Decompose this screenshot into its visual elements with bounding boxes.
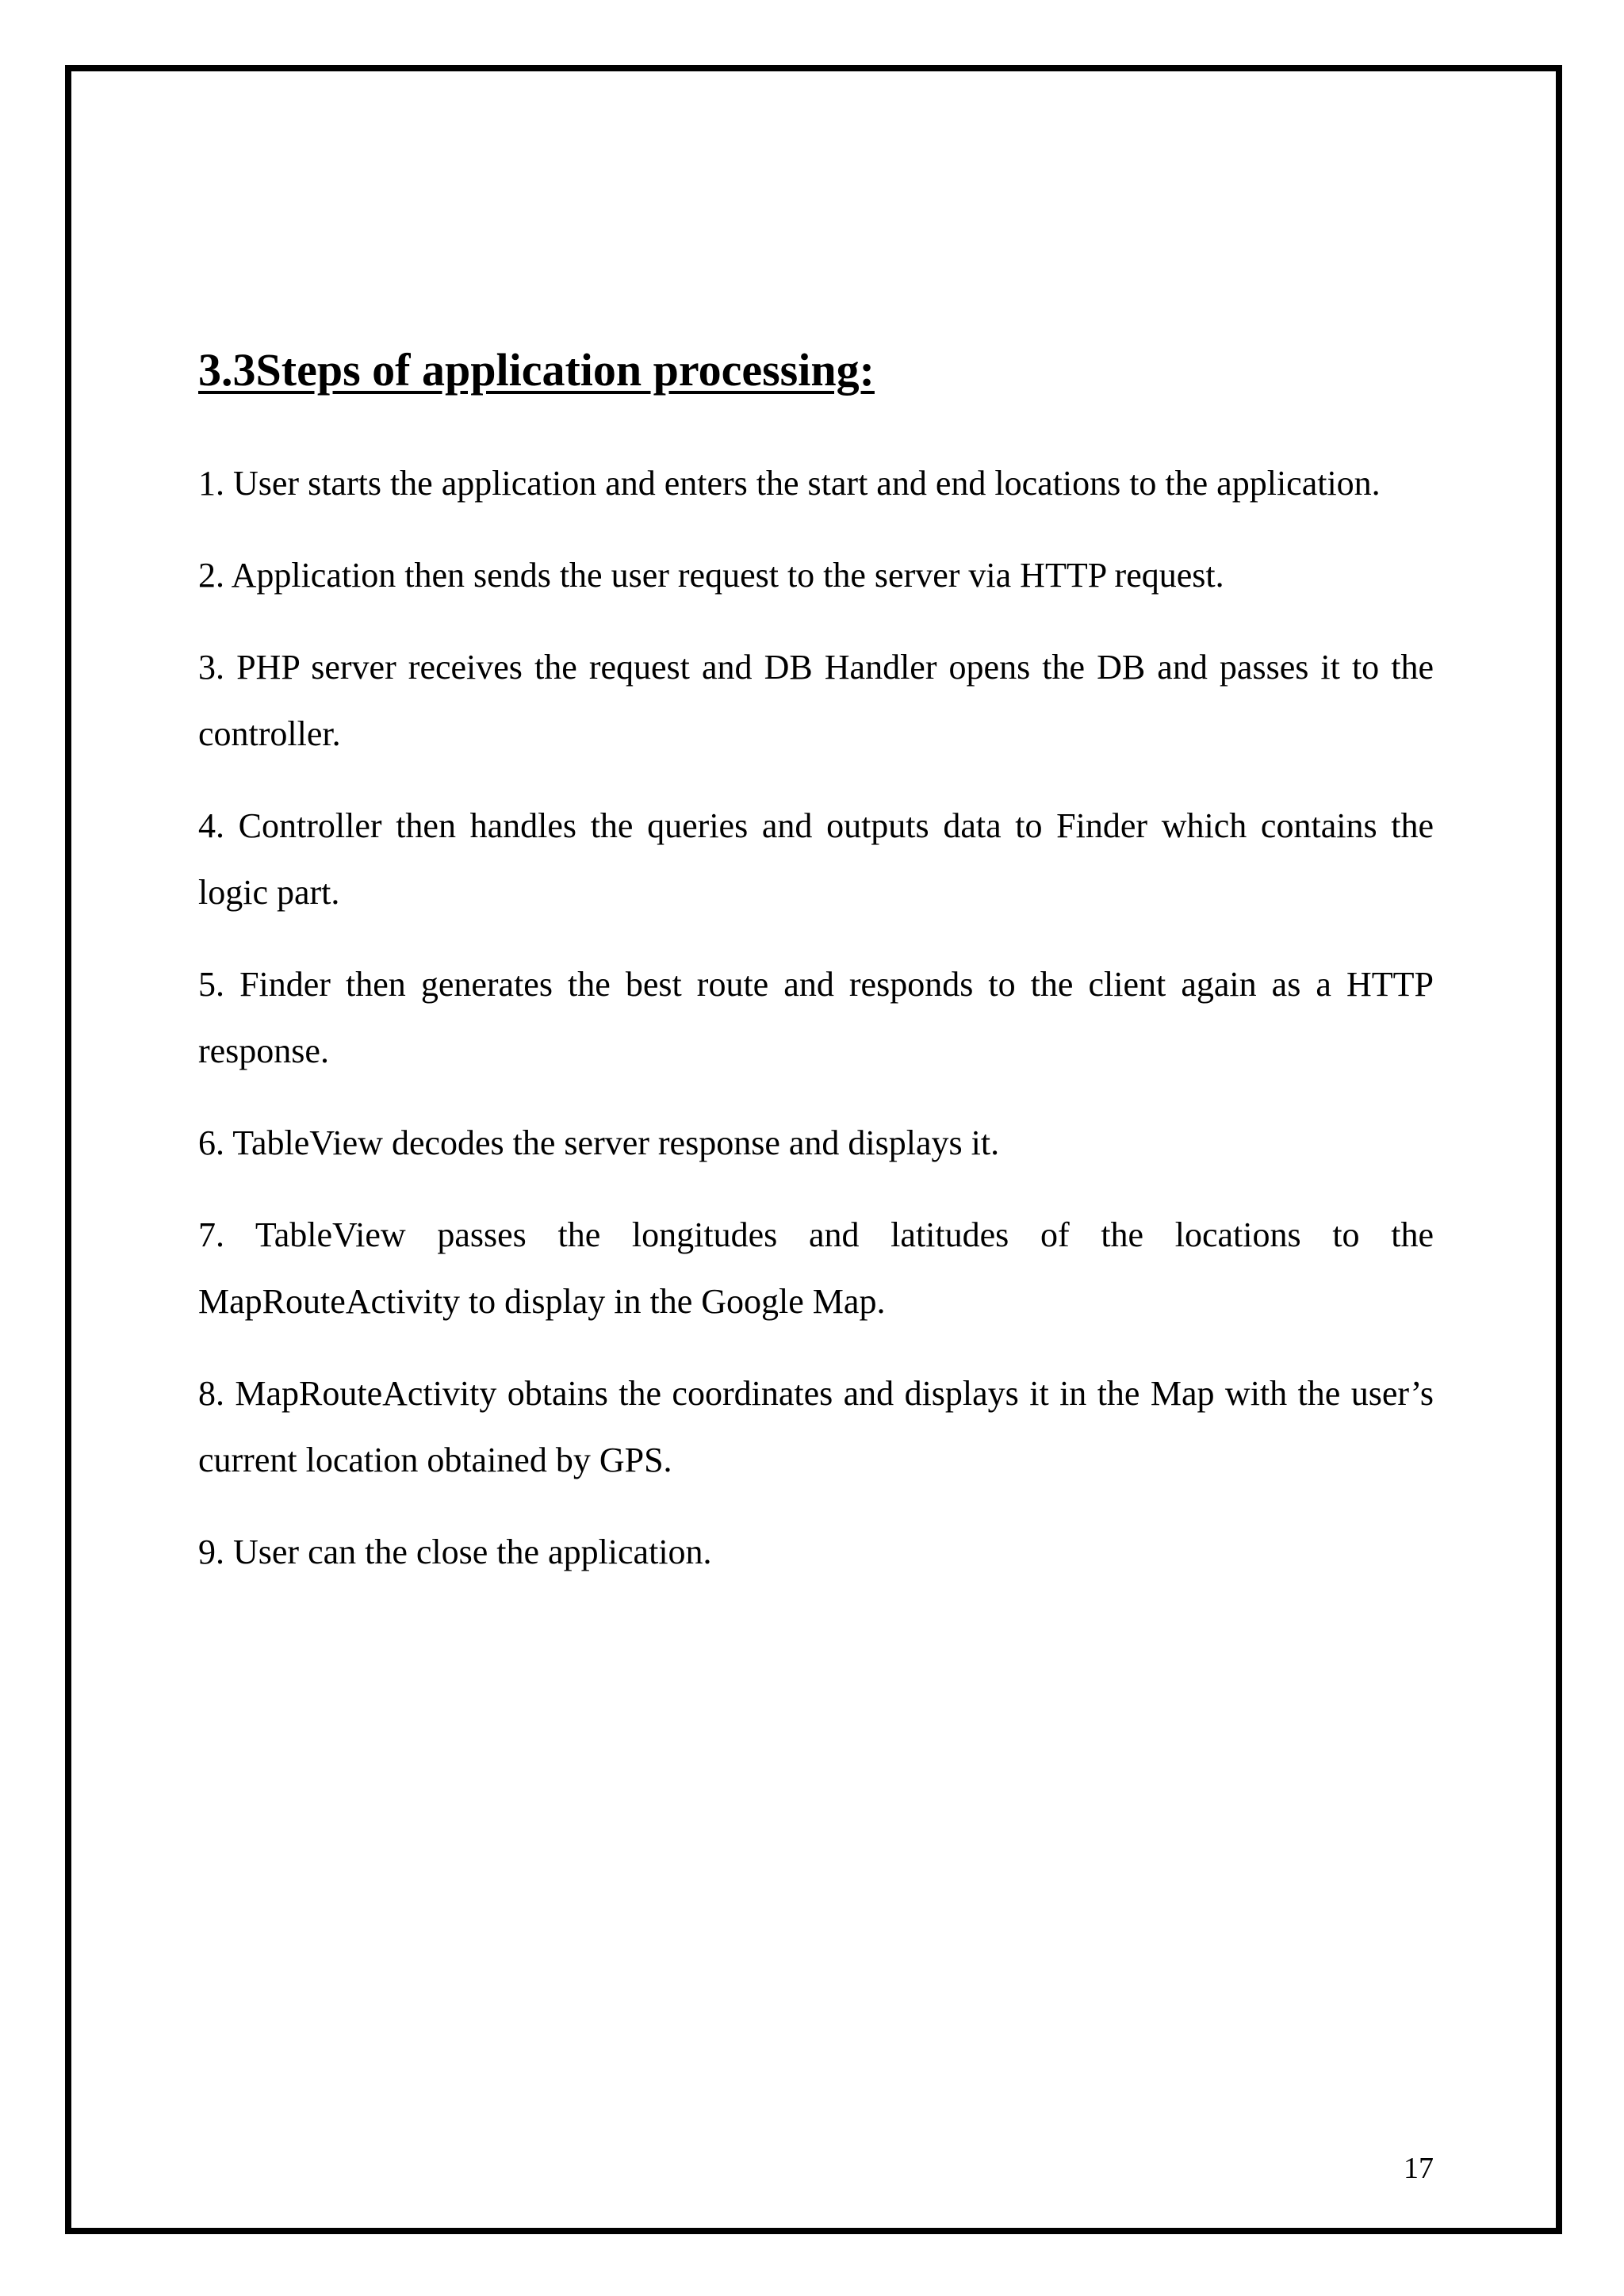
step-item-3: 3. PHP server receives the request and DB Handler opens the DB and passes it to the controller. [198,648,1434,753]
step-item-9: 9. User can the close the application. [198,1533,712,1571]
step-item-4: 4. Controller then handles the queries and outputs data to Finder which contains the logic part. [198,806,1434,912]
step-item-5: 5. Finder then generates the best route and responds to the client again as a HTTP response. [198,965,1434,1070]
step-item-8: 8. MapRouteActivity obtains the coordinates and displays it in the Map with the user’s current location obtained by GPS. [198,1374,1434,1479]
page-number: 17 [1404,2152,1434,2185]
step-item-7: 7. TableView passes the longitudes and latitudes of the locations to the MapRouteActivity to display in the Google Map. [198,1215,1434,1321]
step-item-6: 6. TableView decodes the server response and displays it. [198,1123,1000,1162]
step-item-1: 1. User starts the application and enters the start and end locations to the application. [198,464,1381,503]
step-item-2: 2. Application then sends the user request to the server via HTTP request. [198,556,1224,595]
steps-list [198,450,1434,1611]
section-heading: 3.3Steps of application processing: [198,344,875,396]
